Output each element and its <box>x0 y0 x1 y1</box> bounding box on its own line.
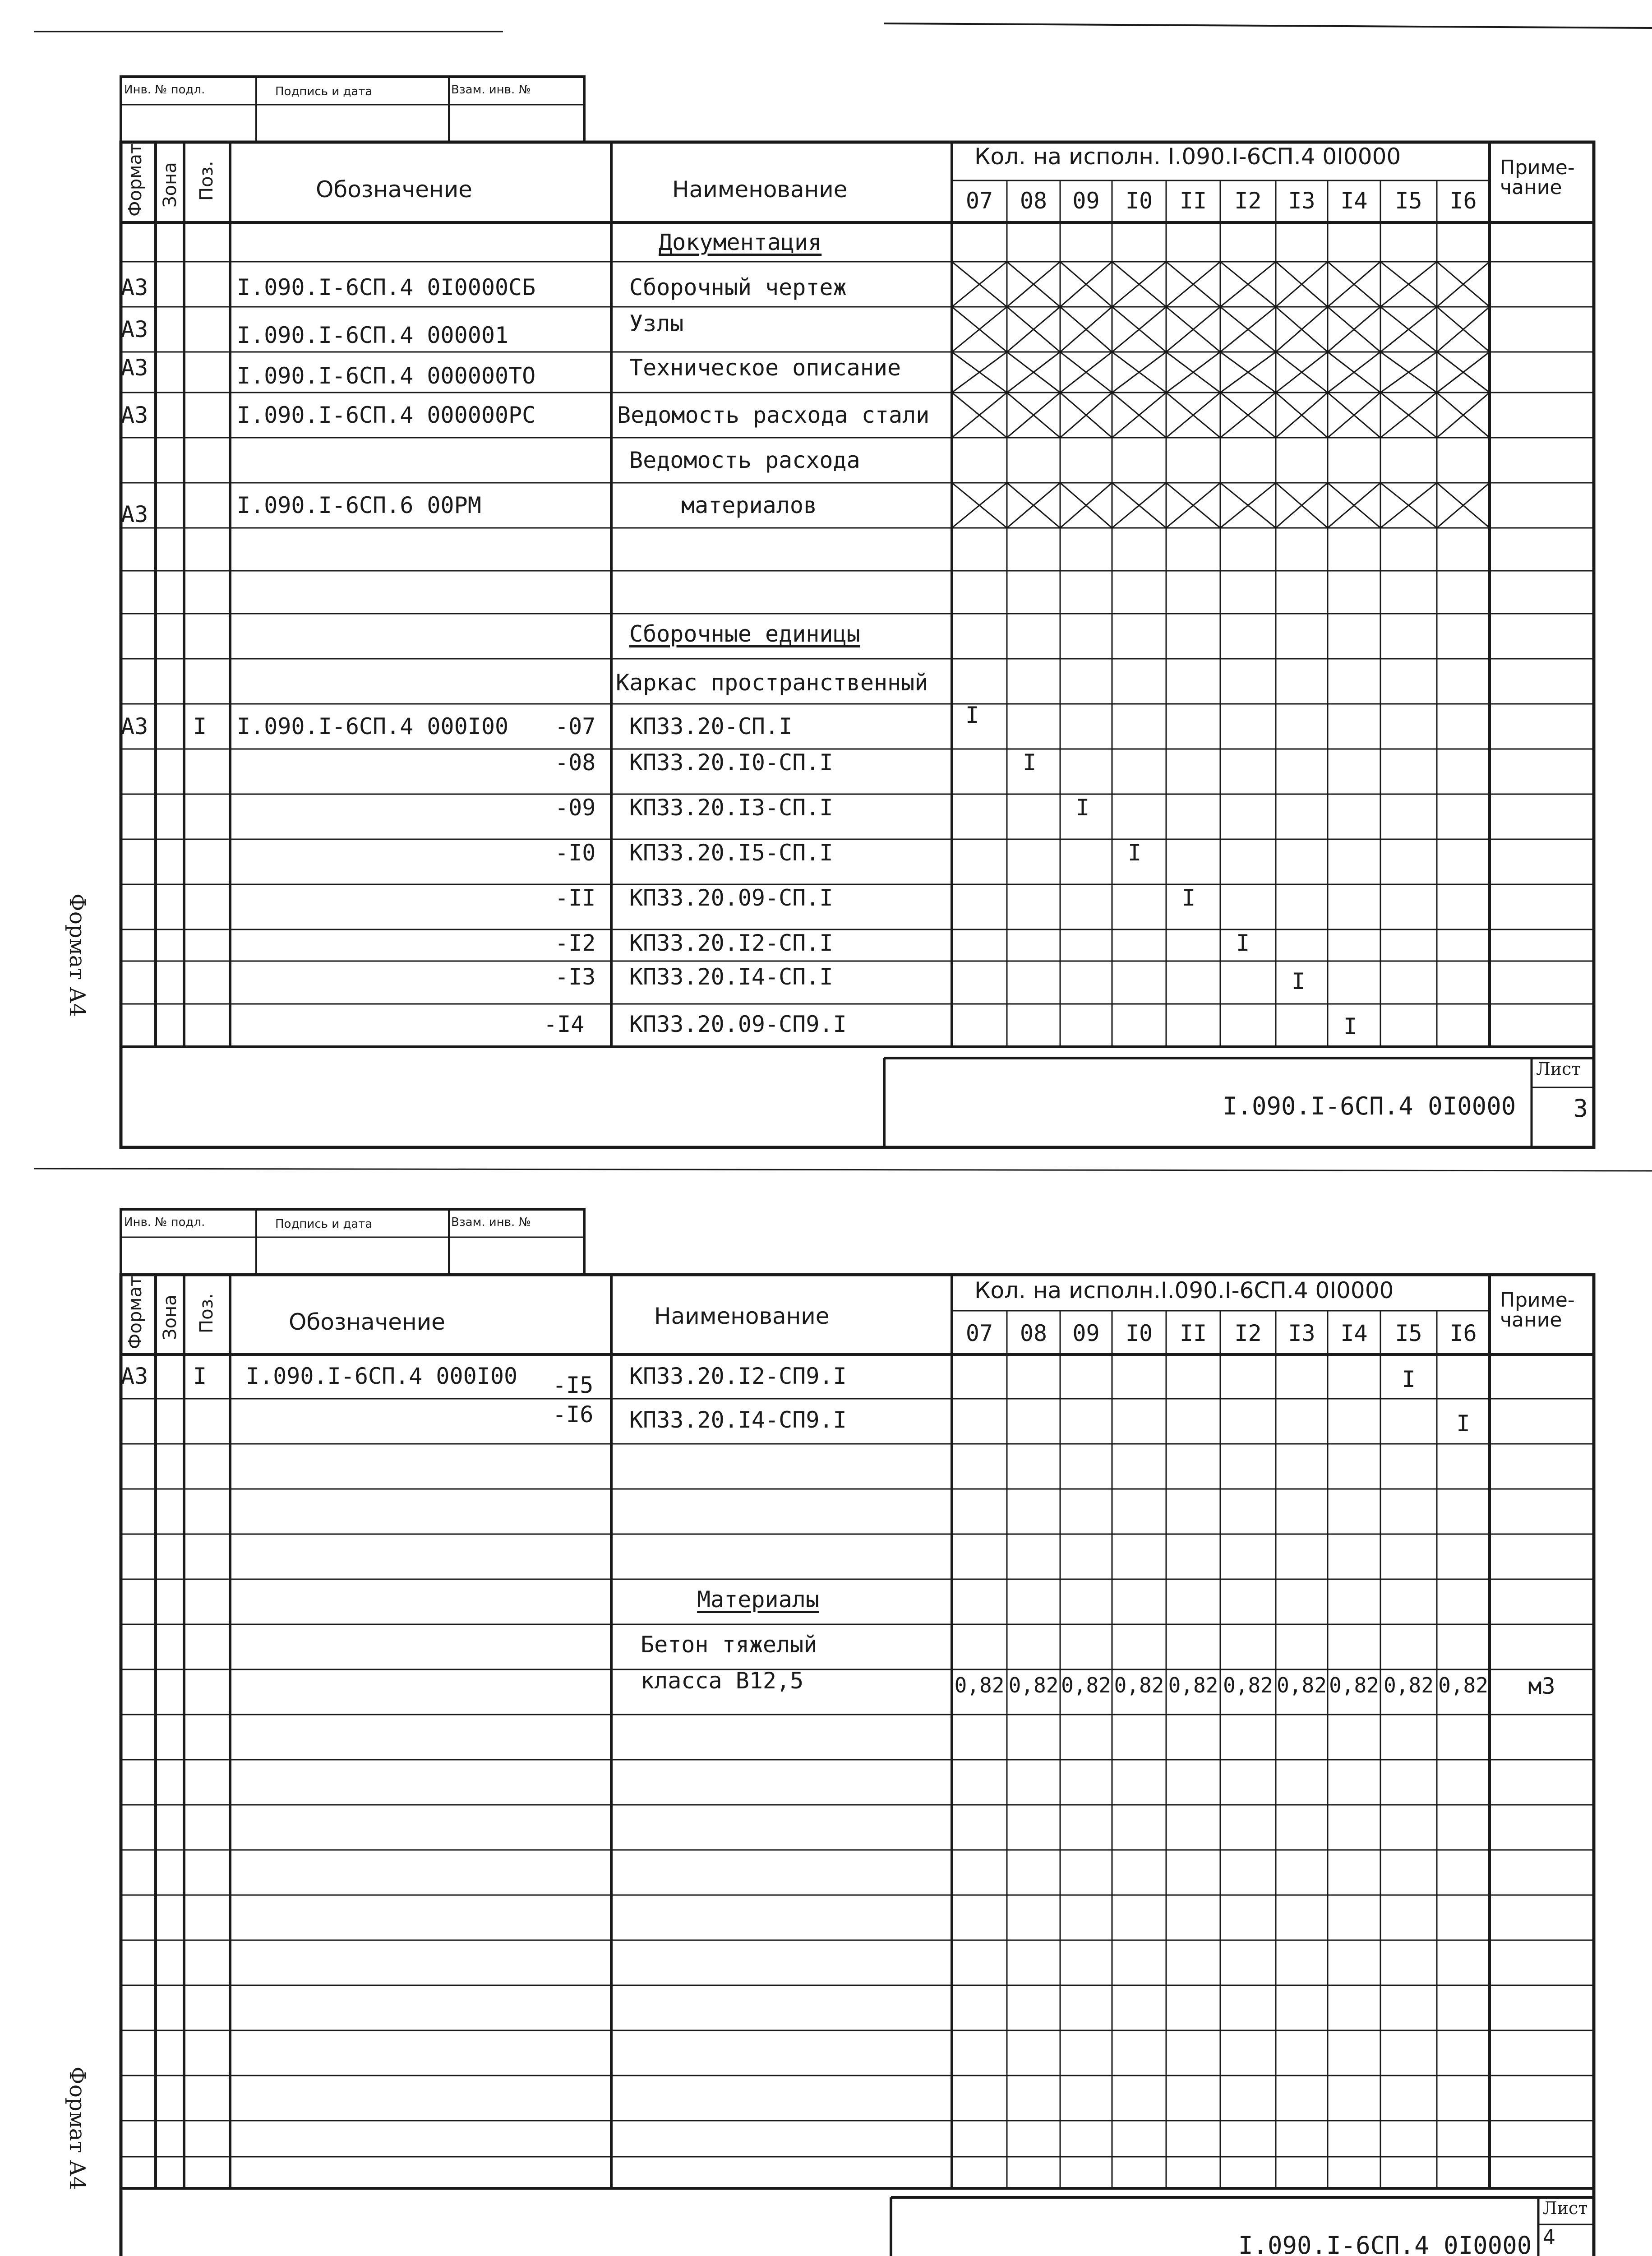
row-format: А3 <box>121 402 148 428</box>
row-name: КП33.20.I3-СП.I <box>629 795 833 821</box>
row-designation: I.090.I-6СП.4 000I00 <box>237 713 509 740</box>
header-qty-title: Кол. на исполн.I.090.I-6СП.4 0I0000 <box>974 1277 1394 1304</box>
row-qty: 0,82 <box>1168 1673 1218 1697</box>
header-zone: Зона <box>160 1294 180 1340</box>
header-name: Наименование <box>654 1303 830 1329</box>
stamp-doc-number: I.090.I-6СП.4 0I0000 <box>1223 1092 1516 1120</box>
row-name: КП33.20.09-СП9.I <box>629 1011 847 1037</box>
stamp-sheet-label: Лист <box>1536 1059 1581 1079</box>
row-suffix: -09 <box>555 795 596 821</box>
section-assembly-units: Сборочные единицы <box>629 621 860 647</box>
header-pos: Поз. <box>196 161 217 201</box>
row-designation: I.090.I-6СП.4 0I0000СБ <box>237 274 536 300</box>
variant-header: I3 <box>1288 188 1315 214</box>
row-designation: I.090.I-6СП.4 000000ТО <box>237 363 536 389</box>
row-qty: 0,82 <box>1061 1673 1111 1697</box>
approval-signature-date: Подпись и дата <box>275 1217 373 1231</box>
stamp-sheet-number: 4 <box>1543 2225 1555 2249</box>
row-qty: I <box>1075 795 1090 821</box>
row-name: КП33.20.I4-СП.I <box>629 964 833 990</box>
row-format: А3 <box>121 355 148 381</box>
row-zone: I <box>193 1363 207 1389</box>
variant-header: I3 <box>1288 1320 1315 1346</box>
row-qty: 0,82 <box>1329 1673 1379 1697</box>
header-zone: Зона <box>160 162 180 208</box>
row-qty: 0,82 <box>954 1673 1005 1697</box>
row-qty: I <box>1181 885 1196 911</box>
row-suffix: -I0 <box>555 840 596 866</box>
row-qty: I <box>1236 930 1250 956</box>
row-name: класса В12,5 <box>641 1668 804 1694</box>
row-name: Узлы <box>629 310 684 337</box>
variant-header: I5 <box>1395 1320 1422 1346</box>
variant-header: I2 <box>1234 1320 1262 1346</box>
row-qty: 0,82 <box>1114 1673 1164 1697</box>
row-name: Ведомость расхода стали <box>617 402 930 428</box>
approval-signature-date: Подпись и дата <box>275 85 373 98</box>
approval-inv-no: Инв. № подл. <box>124 83 205 97</box>
row-designation: I.090.I-6СП.4 000000РС <box>237 402 536 428</box>
row-name: КП33.20.I5-СП.I <box>629 840 833 866</box>
variant-header: II <box>1179 1320 1207 1346</box>
variant-header: I0 <box>1125 1320 1153 1346</box>
row-designation: I.090.I-6СП.4 000001 <box>237 322 509 348</box>
row-format: А3 <box>121 501 148 527</box>
stamp-doc-number: I.090.I-6СП.4 0I0000 <box>1238 2231 1532 2256</box>
row-name: Ведомость расхода <box>629 447 860 473</box>
row-qty: I <box>1291 968 1306 994</box>
row-qty: 0,82 <box>1277 1673 1327 1697</box>
approval-inv-no: Инв. № подл. <box>124 1216 205 1229</box>
stamp-sheet-number: 3 <box>1573 1094 1588 1123</box>
side-format-label: Формат А4 <box>65 2066 90 2191</box>
row-qty: 0,82 <box>1008 1673 1059 1697</box>
row-suffix: -08 <box>555 749 596 776</box>
header-qty-title: Кол. на исполн. I.090.I-6СП.4 0I0000 <box>974 143 1401 170</box>
row-suffix: -I2 <box>555 930 596 956</box>
row-name: Сборочный чертеж <box>629 274 847 300</box>
variant-header: 09 <box>1072 1320 1100 1346</box>
row-designation: I.090.I-6СП.4 000I00 <box>246 1363 518 1389</box>
row-format: А3 <box>121 316 148 342</box>
header-format: Формат <box>125 1276 146 1349</box>
stamp-sheet-label: Лист <box>1543 2198 1588 2218</box>
variant-header: I6 <box>1449 188 1477 214</box>
row-name: КП33.20.I2-СП.I <box>629 930 833 956</box>
row-name: КП33.20.09-СП.I <box>629 885 833 911</box>
approval-replace-inv: Взам. инв. № <box>451 1216 531 1229</box>
header-pos: Поз. <box>196 1293 217 1333</box>
variant-header: I0 <box>1125 188 1153 214</box>
row-name: Бетон тяжелый <box>641 1632 817 1658</box>
sheet-2 <box>0 1173 1652 2256</box>
row-qty: 0,82 <box>1438 1673 1488 1697</box>
variant-header: 07 <box>965 1320 993 1346</box>
row-suffix: -I4 <box>544 1011 585 1037</box>
row-format: А3 <box>121 1363 148 1389</box>
row-suffix: -II <box>555 885 596 911</box>
variant-header: I4 <box>1340 1320 1368 1346</box>
row-name: КП33.20-СП.I <box>629 713 793 740</box>
header-note: Приме-чание <box>1500 1289 1575 1331</box>
header-note: Приме-чание <box>1500 156 1575 199</box>
approval-replace-inv: Взам. инв. № <box>451 83 531 97</box>
variant-header: I4 <box>1340 188 1368 214</box>
row-qty: 0,82 <box>1384 1673 1434 1697</box>
row-qty: I <box>965 702 979 728</box>
header-designation: Обозначение <box>316 176 472 203</box>
variant-header: 08 <box>1020 188 1047 214</box>
row-qty: I <box>1127 840 1142 866</box>
row-qty: 0,82 <box>1223 1673 1273 1697</box>
section-materials: Материалы <box>697 1586 819 1613</box>
row-format: А3 <box>121 274 148 300</box>
variant-header: II <box>1179 188 1207 214</box>
row-qty: I <box>1402 1366 1416 1392</box>
row-name: КП33.20.I4-СП9.I <box>629 1407 847 1433</box>
variant-header: 08 <box>1020 1320 1047 1346</box>
row-qty: I <box>1456 1410 1470 1437</box>
variant-header: 07 <box>965 188 993 214</box>
row-name: КП33.20.I0-СП.I <box>629 749 833 776</box>
row-suffix: -07 <box>555 713 596 740</box>
row-suffix: -I5 <box>553 1372 594 1398</box>
row-suffix: -I3 <box>555 964 596 990</box>
row-name: материалов <box>681 492 817 518</box>
variant-header: 09 <box>1072 188 1100 214</box>
header-designation: Обозначение <box>289 1309 445 1335</box>
row-suffix: -I6 <box>553 1401 594 1428</box>
row-note: м3 <box>1528 1673 1555 1699</box>
variant-header: I2 <box>1234 188 1262 214</box>
row-name: Техническое описание <box>629 355 901 381</box>
row-format: А3 <box>121 713 148 740</box>
row-qty: I <box>1343 1013 1357 1040</box>
side-format-label: Формат А4 <box>65 893 90 1017</box>
variant-header: I5 <box>1395 188 1422 214</box>
row-qty: I <box>1022 749 1037 776</box>
header-format: Формат <box>125 143 146 217</box>
row-name: КП33.20.I2-СП9.I <box>629 1363 847 1389</box>
row-name: Каркас пространственный <box>616 670 928 696</box>
row-designation: I.090.I-6СП.6 00РМ <box>237 492 481 518</box>
section-documentation: Документация <box>659 229 822 255</box>
header-name: Наименование <box>672 176 848 203</box>
row-zone: I <box>193 713 207 740</box>
variant-header: I6 <box>1449 1320 1477 1346</box>
